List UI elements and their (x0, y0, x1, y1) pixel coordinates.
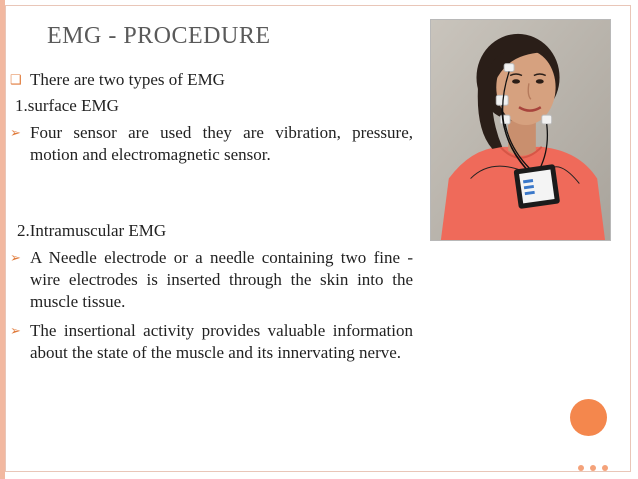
square-bullet-icon: ❑ (10, 72, 22, 87)
decorative-dot (578, 465, 584, 471)
intramuscular-emg-point-2-text: The insertional activity provides valuable information about the state of the muscle and its innervating nerve. (30, 321, 413, 362)
intramuscular-emg-point-1 (10, 247, 413, 313)
slide-title: EMG - PROCEDURE (47, 23, 271, 49)
intro-text: There are two types of EMG (30, 70, 225, 89)
section-heading-intramuscular-emg: 2.Intramuscular EMG (17, 221, 167, 240)
intro-bullet (10, 69, 413, 91)
intramuscular-emg-point-2 (10, 320, 413, 364)
arrowhead-bullet-icon: ➢ (10, 323, 21, 338)
decorative-dot (590, 465, 596, 471)
intramuscular-emg-point-1-text: A Needle electrode or a needle containing two fine - wire electrodes is inserted through the skin into the muscle tissue. (30, 248, 413, 311)
arrowhead-bullet-icon: ➢ (10, 250, 21, 265)
section-heading-surface-emg: 1.surface EMG (15, 96, 119, 115)
decorative-orange-circle (570, 399, 607, 436)
arrowhead-bullet-icon: ➢ (10, 125, 21, 140)
decorative-dot (602, 465, 608, 471)
emg-subject-photo (430, 19, 611, 241)
surface-emg-point (10, 122, 413, 166)
surface-emg-point-text: Four sensor are used they are vibration, pressure, motion and electromagnetic sensor. (30, 123, 413, 164)
